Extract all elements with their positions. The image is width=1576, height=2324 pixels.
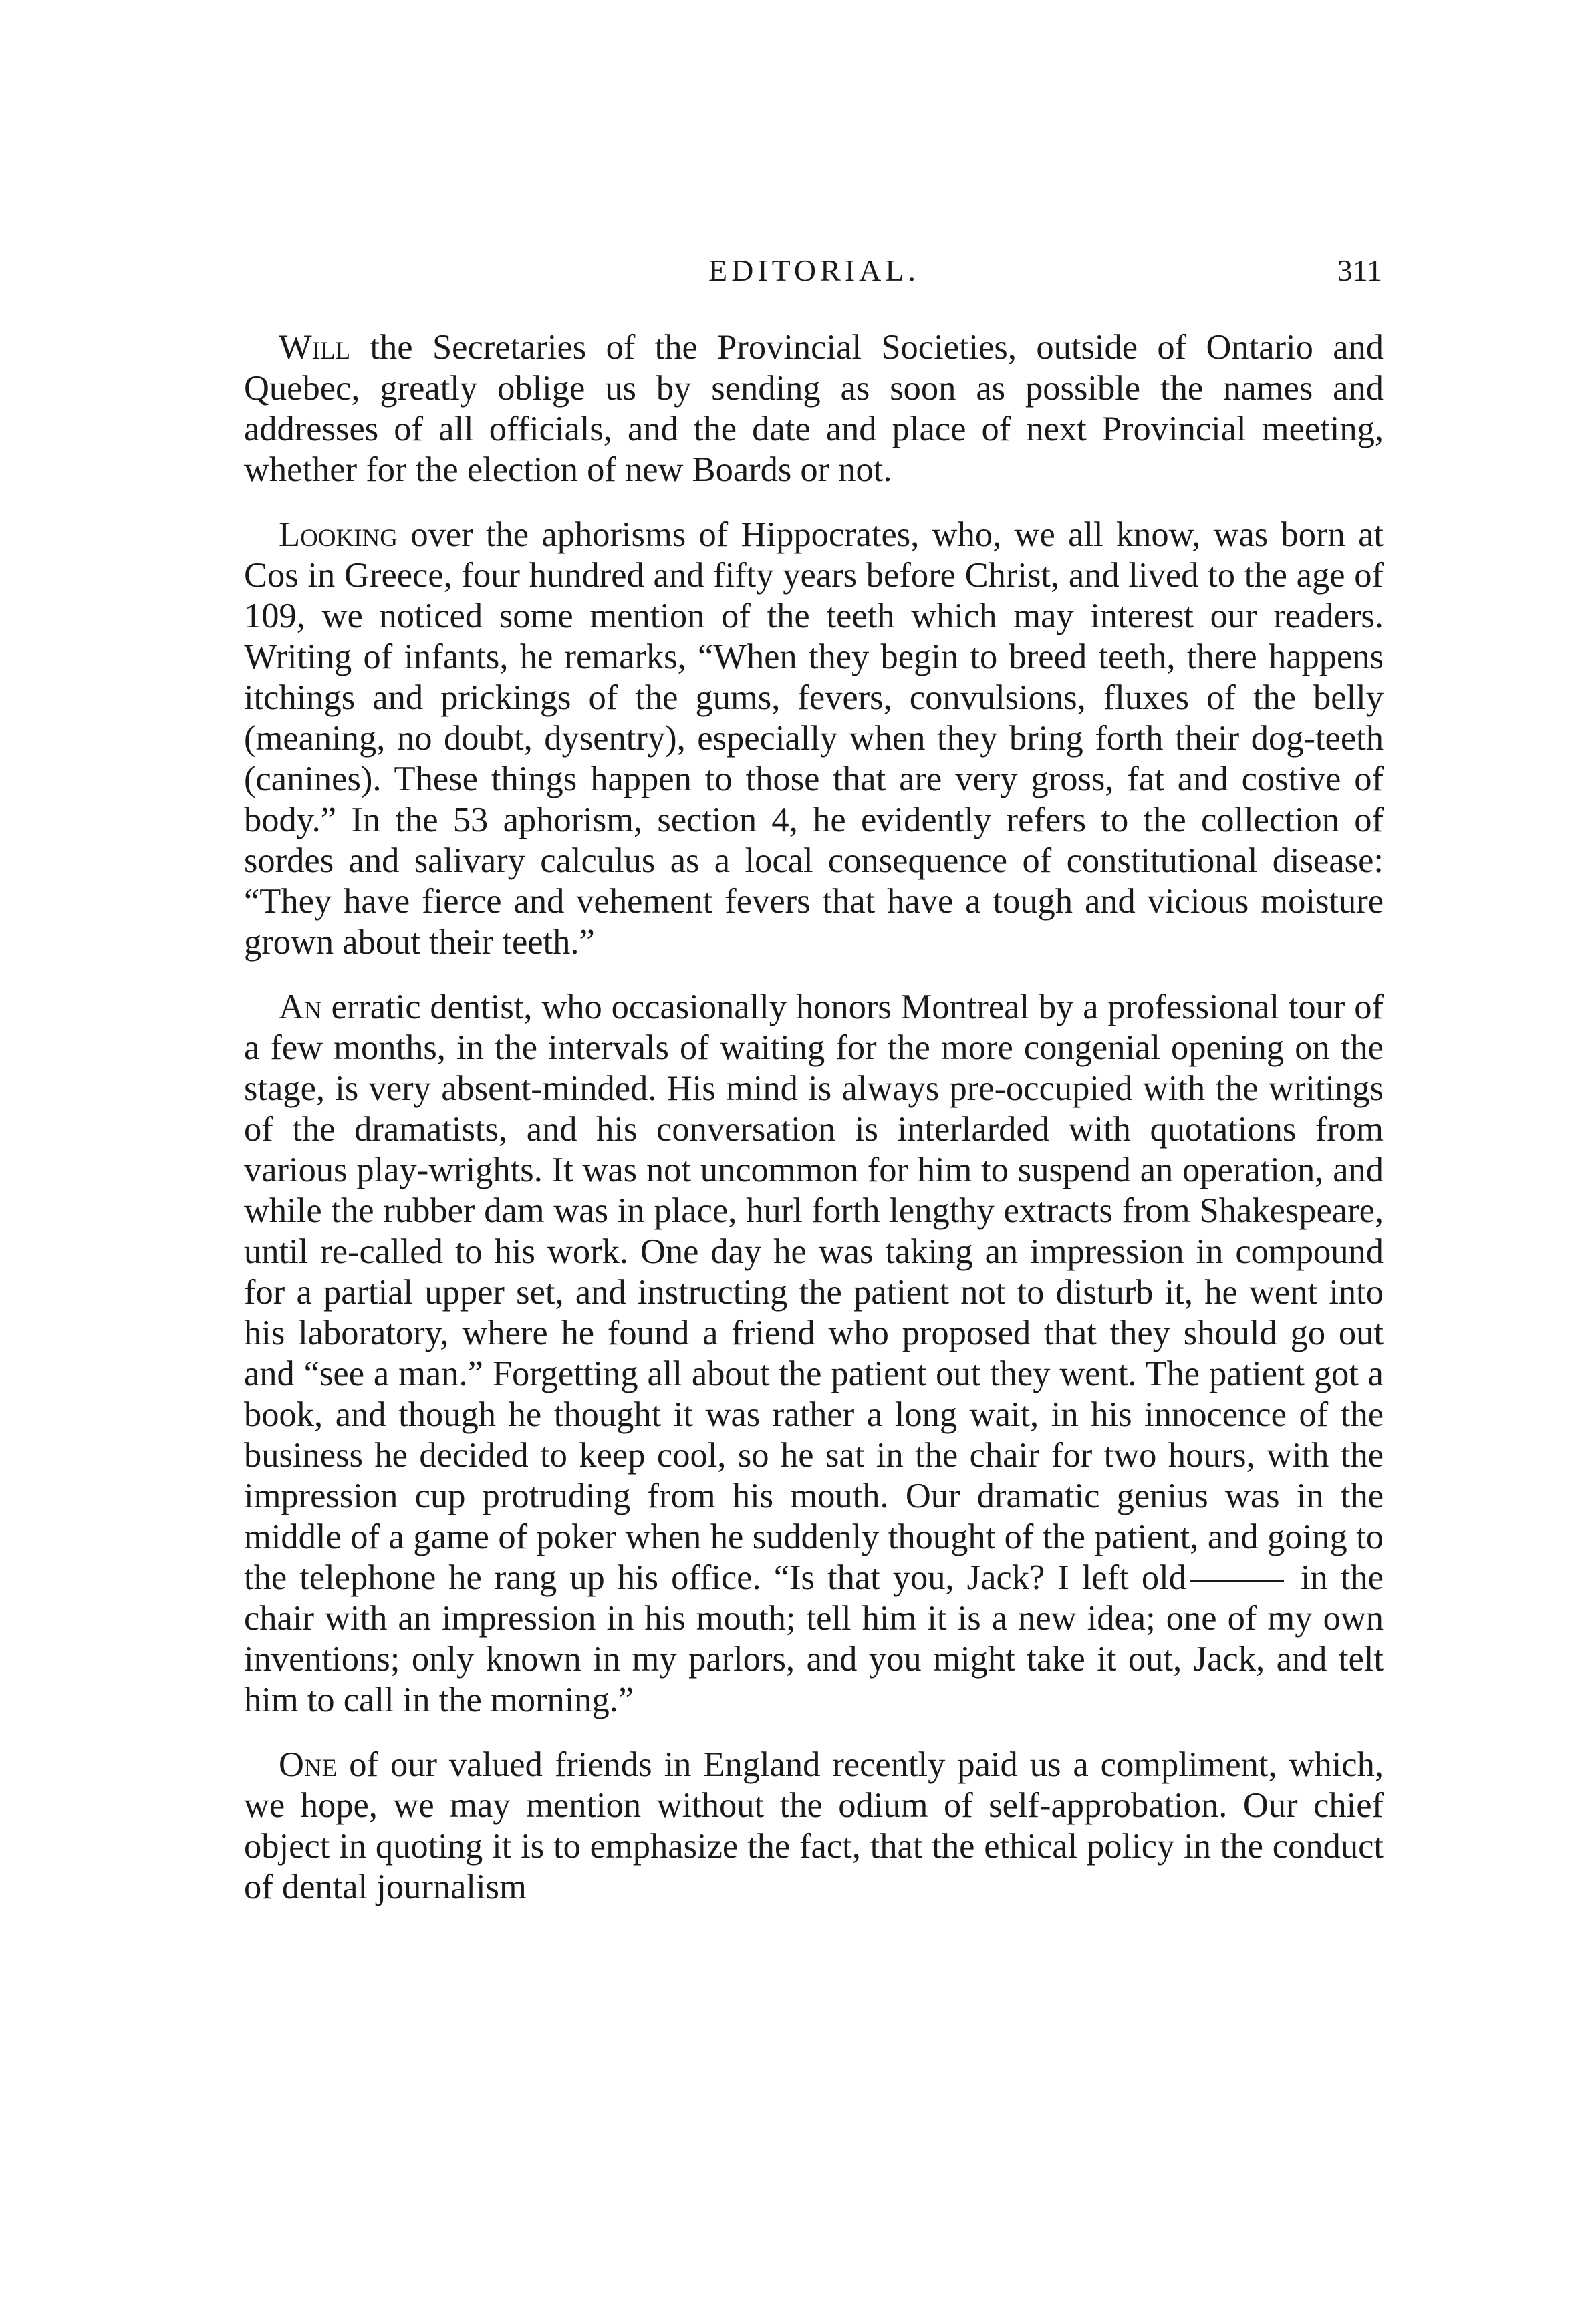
paragraph-hippocrates: [244, 515, 1384, 963]
paragraph-secretaries: [244, 327, 1384, 490]
running-title: EDITORIAL.: [708, 253, 920, 287]
name-omitted-dash: [1190, 1580, 1284, 1582]
paragraph-erratic-dentist: [244, 987, 1384, 1721]
running-head: [246, 247, 1382, 294]
editorial-body: [244, 327, 1384, 1932]
paragraph-text: of our valued friends in England recently paid us a compliment, which, we hope, we may mention without the odium of self-approbation. Our chief object in quoting it is to emphasize the fact, that the ethical policy in the conduct of dental journalism: [244, 1745, 1384, 1906]
paragraph-lead-word: Will: [279, 328, 351, 367]
paragraph-text: erratic dentist, who occasionally honors Montreal by a professional tour of a few months, in the intervals of waiting for the more congenial opening on the stage, is very absent-minded. His mind is always pre-occupied with the writings of the dramatists, and his conversation is interlarded with quotations from various play-wrights. It was not uncommon for him to suspend an operation, and while the rubber dam was in place, hurl forth lengthy extracts from Shakespeare, until re-called to his work. One day he was taking an impression in compound for a partial upper set, and instructing the patient not to disturb it, he went into his laboratory, where he found a friend who proposed that they should go out and “see a man.” Forgetting all about the patient out they went. The patient got a book, and though he thought it was rather a long wait, in his innocence of the business he decided to keep cool, so he sat in the chair for two hours, with the impression cup protruding from his mouth. Our dramatic genius was in the middle of a game of poker when he suddenly thought of the patient, and going to the telephone he rang up his office. “Is that you, Jack? I left old: [244, 988, 1384, 1597]
paragraph-text: the Secretaries of the Provincial Societies, outside of Ontario and Quebec, greatly oblige us by sending as soon as possible the names and addresses of all officials, and the date and place of next Provincial meeting, whether for the election of new Boards or not.: [244, 328, 1384, 489]
paragraph-text-continued: in the chair with an impression in his mouth; tell him it is a new idea; one of my own inventions; only known in my parlors, and you might take it out, Jack, and telt him to call in the morning.”: [244, 1558, 1384, 1719]
paragraph-text: over the aphorisms of Hippocrates, who, we all know, was born at Cos in Greece, four hundred and fifty years before Christ, and lived to the age of 109, we noticed some mention of the teeth which may interest our readers. Writing of infants, he remarks, “When they begin to breed teeth, there happens itchings and prickings of the gums, fevers, convulsions, fluxes of the belly (meaning, no doubt, dysentry), especially when they bring forth their dog-teeth (canines). These things happen to those that are very gross, fat and costive of body.” In the 53 aphorism, section 4, he evidently refers to the collection of sordes and salivary calculus as a local consequence of constitutional disease: “They have fierce and vehement fevers that have a tough and vicious moisture grown about their teeth.”: [244, 515, 1384, 962]
paragraph-lead-word: An: [279, 988, 322, 1026]
paragraph-lead-word: One: [279, 1745, 338, 1784]
paragraph-england-friend: [244, 1745, 1384, 1908]
page-number: 311: [1337, 253, 1382, 287]
paragraph-lead-word: Looking: [279, 515, 398, 554]
